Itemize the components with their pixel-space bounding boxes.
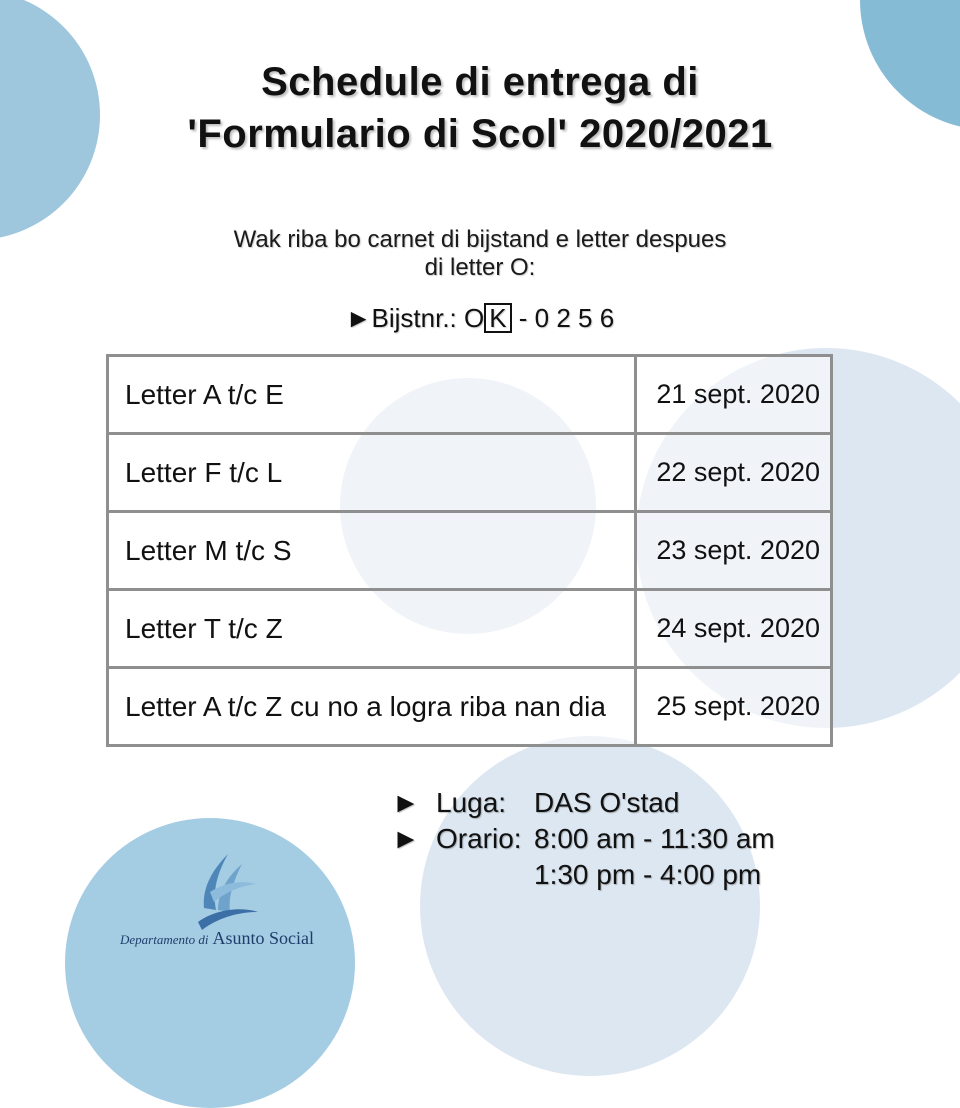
- title-line-2: 'Formulario di Scol' 2020/2021: [187, 112, 773, 156]
- example-boxed-letter: K: [484, 303, 511, 333]
- department-name: [120, 928, 314, 949]
- instruction-text: [0, 226, 960, 282]
- hours-label: Orario:: [436, 823, 522, 854]
- instruction-line-2: di letter O:: [424, 254, 536, 281]
- date-cell: 24 sept. 2020: [636, 590, 832, 668]
- hours-morning: 8:00 am - 11:30 am: [534, 823, 775, 854]
- letter-range-cell: Letter A t/c Z cu no a logra riba nan dia: [108, 668, 636, 746]
- department-prefix: Departamento di: [120, 932, 209, 947]
- arrow-icon: ►: [392, 823, 420, 854]
- letter-range-cell: Letter F t/c L: [108, 434, 636, 512]
- department-title: Asunto Social: [212, 928, 314, 948]
- date-cell: 25 sept. 2020: [636, 668, 832, 746]
- title-line-1: Schedule di entrega di: [261, 60, 699, 104]
- date-cell: 23 sept. 2020: [636, 512, 832, 590]
- table-row: [108, 512, 832, 590]
- example-prefix: Bijstnr.: O: [371, 303, 485, 333]
- schedule-table: [106, 354, 833, 747]
- location-row: [392, 785, 775, 821]
- table-row: [108, 356, 832, 434]
- arrow-icon: ►: [392, 787, 420, 818]
- arrow-icon: ►: [345, 303, 372, 333]
- location-value: DAS O'stad: [534, 787, 680, 818]
- location-label: Luga:: [436, 787, 507, 818]
- letter-range-cell: Letter A t/c E: [108, 356, 636, 434]
- example-suffix: - 0 2 5 6: [511, 303, 615, 333]
- table-row: [108, 668, 832, 746]
- hours-row: [392, 821, 775, 857]
- hours-afternoon: 1:30 pm - 4:00 pm: [534, 859, 762, 890]
- instruction-line-1: Wak riba bo carnet di bijstand e letter despues: [233, 226, 727, 253]
- date-cell: 21 sept. 2020: [636, 356, 832, 434]
- hours-row-2: [392, 857, 775, 893]
- location-hours-info: [392, 785, 775, 893]
- letter-range-cell: Letter M t/c S: [108, 512, 636, 590]
- date-cell: 22 sept. 2020: [636, 434, 832, 512]
- table-row: [108, 434, 832, 512]
- bijstand-number-example: [0, 303, 960, 334]
- page-title: [0, 56, 960, 160]
- table-row: [108, 590, 832, 668]
- letter-range-cell: Letter T t/c Z: [108, 590, 636, 668]
